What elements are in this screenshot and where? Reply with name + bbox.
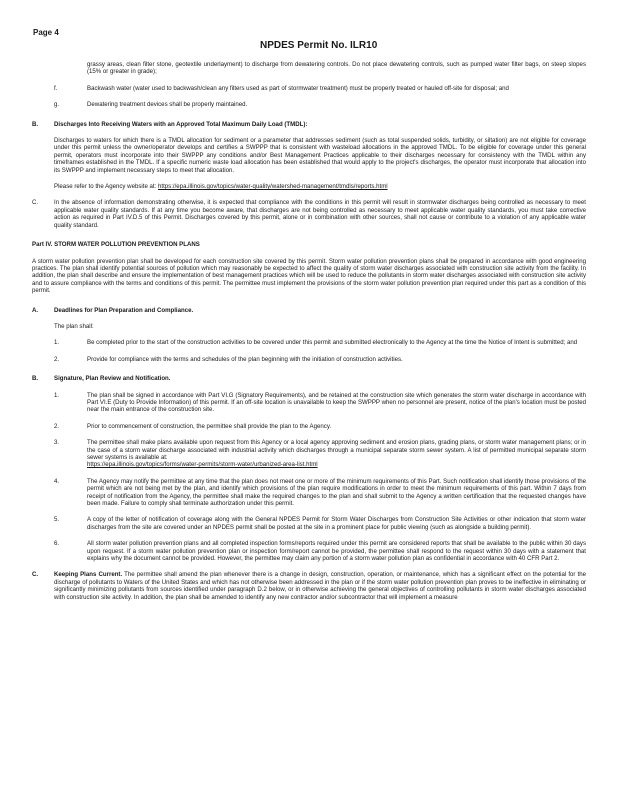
list-item-text: A copy of the letter of notification of coverage along with the General NPDES Permit for Storm Water Discharges from Construction Site Activities or other indication that storm water discharges from the site are covered under an NPDES permit shall be posted at the site in a prominent place for public viewing (such as alongside a building permit). — [87, 516, 586, 531]
keeping-plans-paragraph — [54, 571, 586, 601]
list-item-label: 2. — [54, 422, 60, 430]
list-item-label: g. — [54, 101, 60, 109]
section-label: B. — [32, 375, 39, 383]
list-item-label: 5. — [54, 516, 60, 524]
item-text: The permittee shall make plans available upon request from this Agency or a local agency approving sediment and erosion plans, grading plans, or storm water management plans; or in the case of a storm water discharge associated with industrial activity which discharges through a municipal separate storm sewer system. A list of permitted municipal separate storm sewer systems is available at: — [87, 439, 586, 461]
document-body — [32, 61, 586, 601]
section-label: C. — [32, 571, 39, 579]
list-item — [32, 540, 586, 562]
tmdl-reference — [54, 183, 586, 190]
section-heading: Signature, Plan Review and Notification. — [54, 375, 171, 383]
section-b-signature — [32, 375, 586, 382]
list-item-text: The plan shall be signed in accordance with Part VI.G (Signatory Requirements), and be retained at the construction site which generates the storm water discharge in accordance with Part VI.E (Duty to Provide Information) of this permit. If an off-site location is unavailable to keep the SWPPP when no personnel are present, notice of the plan's location must be posted near the main entrance of the construction site. — [87, 391, 586, 414]
part-iv-intro: A storm water pollution prevention plan shall be developed for each construction site covered by this permit. Storm water pollution prevention plans shall be prepared in accordance with good engineering practices. The plan shall identify potential sources of pollution which may reasonably be expected to affect the quality of storm water discharges associated with construction site activity from the facility. In addition, the plan shall describe and ensure the implementation of best management practices which will be used to reduce the pollutants in storm water discharges associated with construction site activity and to assure compliance with the terms and conditions of this permit. The permittee must implement the provisions of the storm water pollution prevention plan required under this part as a condition of this permit. — [32, 257, 586, 295]
page-title: NPDES Permit No. ILR10 — [260, 40, 378, 51]
list-item-text: Provide for compliance with the terms and schedules of the plan beginning with the initiation of construction activities. — [87, 355, 403, 363]
list-item — [32, 101, 586, 108]
keeping-plans-text: The permittee shall amend the plan whenever there is a change in design, construction, operation, or maintenance, which has a significant effect on the potential for the discharge of pollutants to Waters of the United States and which has not otherwise been addressed in the plan or if the storm water pollution prevention plan proves to be ineffective in eliminating or significantly minimizing pollutants from sources identified under paragraph D.2 below, or in otherwise achieving the general objectives of controlling pollutants in storm water discharges associated with construction site activity. In addition, the plan shall be amended to identify any new contractor and/or subcontractor that will implement a measure — [54, 571, 587, 601]
page-number: Page 4 — [33, 28, 59, 37]
list-item-text: All storm water pollution prevention plans and all completed inspection forms/reports required under this permit are considered reports that shall be available to the public within 30 days upon request. If a storm water pollution prevention plan or inspection form/report cannot be provided, the permittee shall respond to the request within 30 days with a statement that explains why the document cannot be provided. However, the permittee may claim any portion of a storm water pollution plan as confidential in accordance with 40 CFR Part 2. — [87, 540, 586, 563]
list-item-text — [87, 439, 586, 469]
compliance-paragraph: In the absence of information demonstrating otherwise, it is expected that compliance with the conditions in this permit will result in stormwater discharges being controlled as necessary to meet applicable water quality standards. If at any time you become aware, that discharges are not being controlled as necessary to meet applicable water quality standards, you must take corrective action as required in Part IV.D.5 of this Permit. Discharges covered by this permit, alone or in combination with other sources, shall not cause or contribute to a violation of any applicable water quality standard. — [54, 199, 586, 229]
list-item — [32, 85, 586, 92]
list-item — [32, 478, 586, 508]
list-item-text: The Agency may notify the permittee at any time that the plan does not meet one or more of the minimum requirements of this Part. Such notification shall identify those provisions of the permit which are not being met by the plan, and identify which provisions of the plan require modifications in order to meet the minimum requirements of this part. Within 7 days from receipt of notification from the Agency, the permittee shall make the required changes to the plan and shall submit to the Agency a written certification that the requested changes have been made. Failure to comply shall terminate authorization under this permit. — [87, 477, 586, 508]
list-item-label: 3. — [54, 439, 60, 447]
tmdl-paragraph: Discharges to waters for which there is a TMDL allocation for sediment or a parameter that addresses sediment (such as total suspended solids, turbidity, or siltation) are not eligible for coverage under this permit unless the owner/operator develops and certifies a SWPPP that is consistent with wasteload allocations in the approved TMDL. To be eligible for coverage under this general permit, operators must incorporate into their SWPPP any conditions and/or Best Management Practices applicable to their discharges necessary for consistency with the TMDL within any timeframes established in the TMDL. If a specific numeric waste load allocation has been established that would apply to the project's discharges, the operator must incorporate that allocation into its SWPPP and implement necessary steps to meet that allocation. — [54, 137, 586, 174]
carryover-item — [32, 61, 586, 76]
section-label: A. — [32, 306, 39, 314]
list-item — [32, 339, 586, 346]
list-item-label: 1. — [54, 339, 60, 347]
section-heading: Keeping Plans Current. — [54, 571, 123, 579]
list-item-label: 2. — [54, 355, 60, 363]
section-a-deadlines — [32, 307, 586, 314]
list-item-text: Be completed prior to the start of the construction activities to be covered under this permit and submitted electronically to the Agency at the time the Notice of Intent is submitted; and — [87, 339, 578, 347]
list-item — [32, 356, 586, 363]
reference-text: Please refer to the Agency website at: — [54, 183, 158, 191]
section-heading: Discharges Into Receiving Waters with an Approved Total Maximum Daily Load (TMDL): — [54, 120, 308, 128]
section-heading: Deadlines for Plan Preparation and Compliance. — [54, 306, 194, 314]
lead-text: The plan shall: — [54, 322, 94, 330]
section-b-tmdl — [32, 121, 586, 128]
section-c-compliance — [32, 199, 586, 229]
list-item-label: 6. — [54, 540, 60, 548]
list-item-text: Backwash water (water used to backwash/clean any filters used as part of stormwater treatment) must be properly treated or hauled off-site for disposal; and — [87, 84, 509, 92]
list-item — [32, 392, 586, 414]
list-item — [32, 516, 586, 531]
part-iv-heading: Part IV. STORM WATER POLLUTION PREVENTION PLANS — [32, 241, 200, 249]
list-item — [32, 423, 586, 430]
section-c-keeping-plans — [32, 571, 586, 601]
list-item-label: 1. — [54, 391, 60, 399]
ms4-list-link[interactable]: https://epa.illinois.gov/topics/forms/water-permits/storm-water/urbanized-area-list.html — [87, 461, 318, 469]
carryover-text: grassy areas, clean filter stone, geotextile underlayment) to discharge from dewatering controls. Do not place dewatering controls, such as pumped water filter bags, on steep slopes (15% or greater in grade); — [87, 61, 586, 76]
list-item-label: 4. — [54, 477, 60, 485]
list-item — [32, 439, 586, 469]
list-item-text: Prior to commencement of construction, the permittee shall provide the plan to the Agency. — [87, 422, 332, 430]
tmdl-link[interactable]: https://epa.illinois.gov/topics/water-quality/watershed-management/tmdls/reports.html — [158, 183, 388, 191]
list-item-text: Dewatering treatment devices shall be properly maintained. — [87, 101, 248, 109]
section-label: C. — [32, 199, 39, 207]
section-label: B. — [32, 120, 39, 128]
list-item-label: f. — [54, 84, 58, 92]
